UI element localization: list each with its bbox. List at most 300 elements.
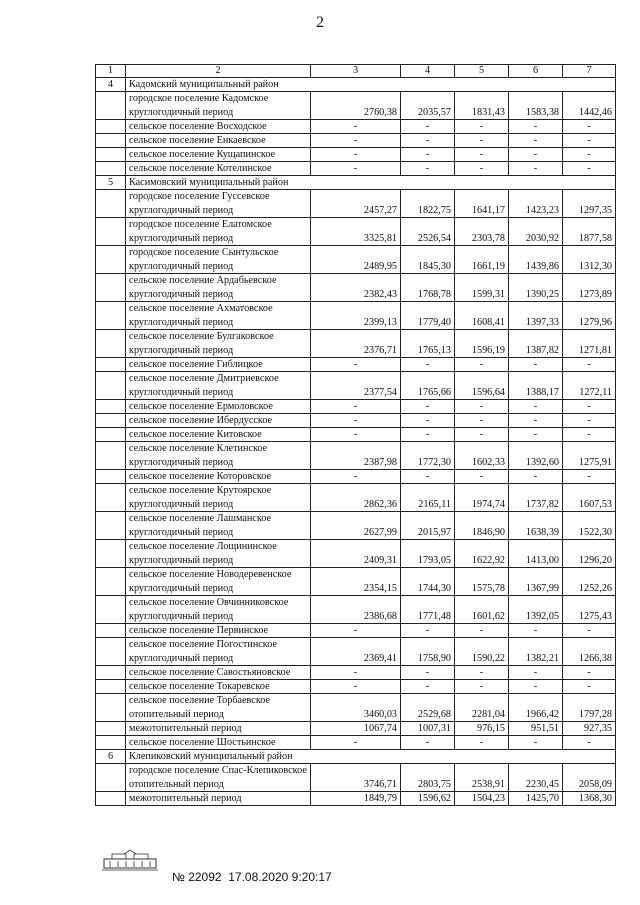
table-row xyxy=(96,386,616,400)
table-row xyxy=(96,442,616,456)
table-cell xyxy=(311,246,401,260)
table-cell xyxy=(455,246,509,260)
table-cell: 1425,70 xyxy=(509,792,563,806)
table-cell: 1297,35 xyxy=(563,204,616,218)
table-cell: 3460,03 xyxy=(311,708,401,722)
table-cell xyxy=(563,540,616,554)
table-cell xyxy=(509,568,563,582)
table-row xyxy=(96,694,616,708)
document-timestamp: 17.08.2020 9:20:17 xyxy=(228,870,332,884)
table-row xyxy=(96,120,616,134)
table-cell xyxy=(96,722,126,736)
table-cell: - xyxy=(401,400,455,414)
table-cell: 2376,71 xyxy=(311,344,401,358)
table-cell xyxy=(509,218,563,232)
table-cell xyxy=(455,638,509,652)
table-cell: 1765,66 xyxy=(401,386,455,400)
table-cell xyxy=(311,694,401,708)
table-cell: 2489,95 xyxy=(311,260,401,274)
table-cell xyxy=(455,568,509,582)
table-cell: 2538,91 xyxy=(455,778,509,792)
table-cell xyxy=(96,778,126,792)
table-cell: 2382,43 xyxy=(311,288,401,302)
table-cell xyxy=(401,484,455,498)
table-row xyxy=(96,722,616,736)
table-row xyxy=(96,372,616,386)
table-cell xyxy=(401,246,455,260)
table-cell xyxy=(311,512,401,526)
table-cell: 1266,38 xyxy=(563,652,616,666)
table-row xyxy=(96,400,616,414)
table-cell: 1397,33 xyxy=(509,316,563,330)
table-cell: - xyxy=(509,400,563,414)
table-cell: отопительный период xyxy=(126,708,311,722)
table-cell: круглогодичный период xyxy=(126,610,311,624)
table-cell: 1423,23 xyxy=(509,204,563,218)
table-cell: - xyxy=(563,736,616,750)
table-cell xyxy=(96,232,126,246)
table-cell: - xyxy=(401,624,455,638)
table-row xyxy=(96,232,616,246)
table-cell: - xyxy=(455,428,509,442)
table-cell xyxy=(563,442,616,456)
table-cell xyxy=(509,274,563,288)
table-cell xyxy=(401,190,455,204)
table-cell: 2409,31 xyxy=(311,554,401,568)
table-cell: - xyxy=(509,358,563,372)
table-cell xyxy=(311,764,401,778)
table-cell: 1382,21 xyxy=(509,652,563,666)
column-header: 5 xyxy=(455,65,509,78)
table-row xyxy=(96,274,616,288)
table-cell: сельское поселение Клетинское xyxy=(126,442,311,456)
table-cell: 2457,27 xyxy=(311,204,401,218)
table-cell xyxy=(96,498,126,512)
table-cell: 1608,41 xyxy=(455,316,509,330)
table-cell: - xyxy=(563,120,616,134)
table-row xyxy=(96,792,616,806)
table-row xyxy=(96,498,616,512)
table-cell xyxy=(96,344,126,358)
table-cell: Касимовский муниципальный район xyxy=(126,176,616,190)
table-cell: - xyxy=(563,148,616,162)
table-cell xyxy=(96,526,126,540)
table-cell xyxy=(455,92,509,106)
table-row xyxy=(96,316,616,330)
table-cell: - xyxy=(311,624,401,638)
table-cell: Клепиковский муниципальный район xyxy=(126,750,616,764)
table-cell xyxy=(563,596,616,610)
table-cell: - xyxy=(455,736,509,750)
table-row xyxy=(96,162,616,176)
table-cell xyxy=(96,792,126,806)
table-row xyxy=(96,680,616,694)
table-row xyxy=(96,260,616,274)
table-row xyxy=(96,484,616,498)
table-cell: круглогодичный период xyxy=(126,386,311,400)
table-cell: - xyxy=(311,148,401,162)
table-cell xyxy=(96,652,126,666)
table-row xyxy=(96,176,616,190)
table-cell xyxy=(96,736,126,750)
table-cell: 1575,78 xyxy=(455,582,509,596)
table-cell xyxy=(563,190,616,204)
table-cell: городское поселение Кадомское xyxy=(126,92,311,106)
table-cell: 2377,54 xyxy=(311,386,401,400)
table-cell xyxy=(96,218,126,232)
table-cell: сельское поселение Кущапинское xyxy=(126,148,311,162)
table-cell xyxy=(563,372,616,386)
table-cell xyxy=(96,470,126,484)
table-cell xyxy=(96,764,126,778)
table-cell: - xyxy=(455,470,509,484)
table-cell: 2386,68 xyxy=(311,610,401,624)
table-cell xyxy=(509,596,563,610)
table-cell xyxy=(311,302,401,316)
table-cell xyxy=(455,764,509,778)
table-cell: - xyxy=(455,680,509,694)
table-cell xyxy=(311,568,401,582)
table-cell: городское поселение Гуссевское xyxy=(126,190,311,204)
table-cell: - xyxy=(401,428,455,442)
table-cell: круглогодичный период xyxy=(126,456,311,470)
table-cell: - xyxy=(311,736,401,750)
table-row xyxy=(96,624,616,638)
table-cell xyxy=(311,540,401,554)
table-cell: - xyxy=(509,624,563,638)
table-cell xyxy=(563,218,616,232)
table-cell: 1275,91 xyxy=(563,456,616,470)
table-cell: - xyxy=(311,470,401,484)
table-cell xyxy=(96,316,126,330)
table-cell xyxy=(563,274,616,288)
table-cell xyxy=(401,302,455,316)
table-cell xyxy=(96,414,126,428)
table-cell xyxy=(563,568,616,582)
table-cell xyxy=(96,246,126,260)
table-cell xyxy=(96,260,126,274)
table-cell: 1831,43 xyxy=(455,106,509,120)
table-cell: 1413,00 xyxy=(509,554,563,568)
table-cell: - xyxy=(401,666,455,680)
table-cell: сельское поселение Лашманское xyxy=(126,512,311,526)
table-cell xyxy=(96,694,126,708)
table-cell: - xyxy=(455,666,509,680)
table-cell: 2627,99 xyxy=(311,526,401,540)
table-cell: 1312,30 xyxy=(563,260,616,274)
table-cell: 1737,82 xyxy=(509,498,563,512)
table-cell: - xyxy=(509,148,563,162)
table-cell xyxy=(96,442,126,456)
table-cell xyxy=(401,568,455,582)
table-cell: сельское поселение Дмитриевское xyxy=(126,372,311,386)
table-cell xyxy=(96,554,126,568)
table-cell: сельское поселение Новодеревенское xyxy=(126,568,311,582)
table-cell: 2165,11 xyxy=(401,498,455,512)
table-cell: сельское поселение Гиблицкое xyxy=(126,358,311,372)
table-cell: 1772,30 xyxy=(401,456,455,470)
table-row xyxy=(96,750,616,764)
column-header: 3 xyxy=(311,65,401,78)
table-cell: - xyxy=(509,470,563,484)
page-number: 2 xyxy=(316,14,324,31)
table-cell: - xyxy=(563,680,616,694)
table-cell xyxy=(401,442,455,456)
table-cell: 2387,98 xyxy=(311,456,401,470)
table-cell: - xyxy=(311,428,401,442)
table-cell: 1439,86 xyxy=(509,260,563,274)
table-cell xyxy=(563,484,616,498)
table-cell xyxy=(401,92,455,106)
table-cell: - xyxy=(509,162,563,176)
table-cell xyxy=(311,638,401,652)
table-cell xyxy=(509,302,563,316)
table-cell: 2303,78 xyxy=(455,232,509,246)
table-cell xyxy=(455,484,509,498)
table-cell xyxy=(311,274,401,288)
table-cell xyxy=(96,610,126,624)
table-cell xyxy=(311,372,401,386)
table-cell: 1974,74 xyxy=(455,498,509,512)
table-cell: - xyxy=(563,470,616,484)
table-cell: - xyxy=(455,148,509,162)
table-cell: - xyxy=(455,414,509,428)
table-cell: 1067,74 xyxy=(311,722,401,736)
table-cell xyxy=(401,218,455,232)
table-cell: 3746,71 xyxy=(311,778,401,792)
table-cell: - xyxy=(401,134,455,148)
table-cell xyxy=(455,330,509,344)
table-cell: сельское поселение Ахматовское xyxy=(126,302,311,316)
table-cell: сельское поселение Енкаевское xyxy=(126,134,311,148)
table-cell: - xyxy=(563,428,616,442)
table-cell xyxy=(509,540,563,554)
table-cell: 3325,81 xyxy=(311,232,401,246)
table-cell: 2281,04 xyxy=(455,708,509,722)
table-cell xyxy=(563,764,616,778)
table-row xyxy=(96,764,616,778)
table-cell: сельское поселение Ермоловское xyxy=(126,400,311,414)
table-cell xyxy=(401,596,455,610)
table-cell: - xyxy=(455,134,509,148)
table-cell: 1504,23 xyxy=(455,792,509,806)
table-row xyxy=(96,666,616,680)
column-header: 2 xyxy=(126,65,311,78)
table-cell xyxy=(563,638,616,652)
table-cell: - xyxy=(563,414,616,428)
table-cell xyxy=(96,568,126,582)
table-cell: - xyxy=(401,470,455,484)
table-cell: 1275,43 xyxy=(563,610,616,624)
table-cell xyxy=(96,204,126,218)
table-cell xyxy=(509,764,563,778)
table-cell xyxy=(96,638,126,652)
table-cell xyxy=(96,624,126,638)
table-cell xyxy=(96,274,126,288)
table-cell: - xyxy=(563,400,616,414)
table-cell: круглогодичный период xyxy=(126,582,311,596)
table-cell: - xyxy=(401,680,455,694)
table-cell xyxy=(311,442,401,456)
table-cell xyxy=(455,274,509,288)
table-cell: 1279,96 xyxy=(563,316,616,330)
table-cell: - xyxy=(563,358,616,372)
table-cell xyxy=(96,680,126,694)
table-row xyxy=(96,526,616,540)
table-row xyxy=(96,568,616,582)
table-cell: 1590,22 xyxy=(455,652,509,666)
table-row xyxy=(96,596,616,610)
table-cell: 1622,92 xyxy=(455,554,509,568)
table-cell xyxy=(96,596,126,610)
table-row xyxy=(96,106,616,120)
table-cell: 1758,90 xyxy=(401,652,455,666)
table-row xyxy=(96,358,616,372)
table-cell: 1271,81 xyxy=(563,344,616,358)
table-cell: - xyxy=(311,134,401,148)
table-cell: 2399,13 xyxy=(311,316,401,330)
table-cell xyxy=(509,694,563,708)
table-cell: 951,51 xyxy=(509,722,563,736)
table-cell: круглогодичный период xyxy=(126,526,311,540)
table-cell: - xyxy=(509,428,563,442)
table-cell xyxy=(96,400,126,414)
table-cell: сельское поселение Булгаковское xyxy=(126,330,311,344)
table-cell: 1596,62 xyxy=(401,792,455,806)
table-cell: 1296,20 xyxy=(563,554,616,568)
table-cell: 1583,38 xyxy=(509,106,563,120)
table-row xyxy=(96,92,616,106)
table-cell: 1388,17 xyxy=(509,386,563,400)
table-row xyxy=(96,148,616,162)
document-footer xyxy=(172,870,332,884)
table-cell xyxy=(509,330,563,344)
table-cell xyxy=(563,694,616,708)
table-cell: сельское поселение Ардабьевское xyxy=(126,274,311,288)
table-cell: 1845,30 xyxy=(401,260,455,274)
table-cell: 2230,45 xyxy=(509,778,563,792)
column-header: 6 xyxy=(509,65,563,78)
table-cell: - xyxy=(311,358,401,372)
table-cell: сельское поселение Которовское xyxy=(126,470,311,484)
table-cell: 976,15 xyxy=(455,722,509,736)
table-cell: сельское поселение Савостьяновское xyxy=(126,666,311,680)
table-cell xyxy=(96,120,126,134)
table-cell: круглогодичный период xyxy=(126,652,311,666)
table-cell xyxy=(401,540,455,554)
table-cell: 1599,31 xyxy=(455,288,509,302)
table-cell: 1793,05 xyxy=(401,554,455,568)
table-cell: 1392,05 xyxy=(509,610,563,624)
table-cell xyxy=(96,134,126,148)
table-cell: 5 xyxy=(96,176,126,190)
table-cell xyxy=(455,302,509,316)
table-cell xyxy=(455,190,509,204)
table-cell: - xyxy=(509,736,563,750)
table-cell: Кадомский муниципальный район xyxy=(126,78,616,92)
table-cell: городское поселение Спас-Клепиковское xyxy=(126,764,311,778)
table-cell xyxy=(96,372,126,386)
table-cell: - xyxy=(563,134,616,148)
table-cell xyxy=(563,330,616,344)
table-cell xyxy=(311,190,401,204)
table-cell xyxy=(96,288,126,302)
table-cell: 1779,40 xyxy=(401,316,455,330)
table-cell xyxy=(509,484,563,498)
table-row xyxy=(96,330,616,344)
table-cell: 1602,33 xyxy=(455,456,509,470)
table-cell: - xyxy=(509,120,563,134)
table-cell: 2760,38 xyxy=(311,106,401,120)
table-cell xyxy=(455,218,509,232)
table-row xyxy=(96,204,616,218)
table-cell: сельское поселение Ибердусское xyxy=(126,414,311,428)
table-cell xyxy=(96,358,126,372)
table-cell: 2015,97 xyxy=(401,526,455,540)
table-cell: 1007,31 xyxy=(401,722,455,736)
table-cell xyxy=(96,106,126,120)
table-cell: - xyxy=(509,134,563,148)
table-cell xyxy=(509,372,563,386)
column-header: 7 xyxy=(563,65,616,78)
table-cell: - xyxy=(563,666,616,680)
table-cell: - xyxy=(401,358,455,372)
table-cell: - xyxy=(401,162,455,176)
table-row xyxy=(96,302,616,316)
table-cell xyxy=(509,92,563,106)
organization-seal-icon xyxy=(100,849,160,871)
table-cell: 1638,39 xyxy=(509,526,563,540)
table-cell: 1442,46 xyxy=(563,106,616,120)
table-cell xyxy=(509,246,563,260)
table-cell xyxy=(563,92,616,106)
table-cell: - xyxy=(311,400,401,414)
table-cell: 1877,58 xyxy=(563,232,616,246)
table-cell: городское поселение Елатомское xyxy=(126,218,311,232)
table-cell: межотопительный период xyxy=(126,722,311,736)
table-cell xyxy=(96,666,126,680)
table-row xyxy=(96,428,616,442)
table-cell xyxy=(311,596,401,610)
table-cell: 4 xyxy=(96,78,126,92)
table-cell xyxy=(455,694,509,708)
table-cell xyxy=(96,190,126,204)
table-row xyxy=(96,218,616,232)
table-row xyxy=(96,638,616,652)
table-cell: 1966,42 xyxy=(509,708,563,722)
table-cell: - xyxy=(509,414,563,428)
table-cell: 1390,25 xyxy=(509,288,563,302)
table-cell xyxy=(96,386,126,400)
table-cell: - xyxy=(563,624,616,638)
table-cell: сельское поселение Торбаевское xyxy=(126,694,311,708)
table-cell: 2058,09 xyxy=(563,778,616,792)
table-row xyxy=(96,610,616,624)
table-cell: - xyxy=(311,680,401,694)
table-cell: - xyxy=(455,624,509,638)
table-cell xyxy=(96,484,126,498)
table-cell: 1368,30 xyxy=(563,792,616,806)
table-cell: - xyxy=(509,666,563,680)
table-cell: - xyxy=(311,162,401,176)
table-cell: - xyxy=(401,148,455,162)
table-cell xyxy=(96,92,126,106)
table-cell: - xyxy=(455,162,509,176)
table-row xyxy=(96,582,616,596)
table-cell: сельское поселение Погостинское xyxy=(126,638,311,652)
table-cell: круглогодичный период xyxy=(126,316,311,330)
table-cell xyxy=(96,302,126,316)
